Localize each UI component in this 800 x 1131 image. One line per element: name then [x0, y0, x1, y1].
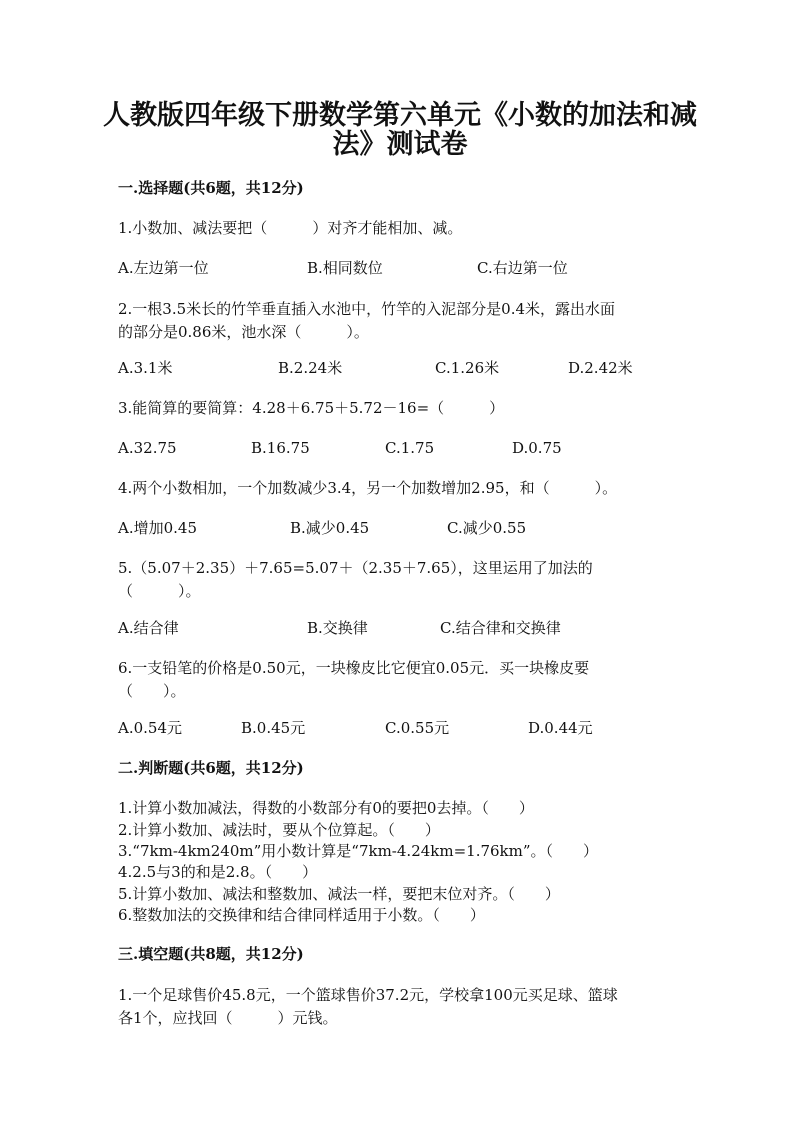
option: A.增加0.45 [118, 519, 197, 537]
question-text: 4.两个小数相加，一个加数减少3.4，另一个加数增加2.95，和（ ）。 [118, 479, 618, 497]
section-heading-fill: 三.填空题(共8题，共12分) [118, 945, 304, 963]
question-text: 1.一个足球售价45.8元，一个篮球售价37.2元，学校拿100元买足球、篮球 [118, 986, 618, 1004]
question-text: （ ）。 [118, 582, 201, 600]
option: A.3.1米 [118, 359, 173, 377]
option: A.左边第一位 [118, 259, 209, 277]
option: B.减少0.45 [290, 519, 370, 537]
judge-item: 6.整数加法的交换律和结合律同样适用于小数。（ ） [118, 906, 485, 924]
option: C.减少0.55 [447, 519, 527, 537]
question-text: 各1个，应找回（ ）元钱。 [118, 1009, 338, 1027]
question-text: （ ）。 [118, 682, 186, 700]
option: C.结合律和交换律 [440, 619, 561, 637]
judge-item: 4.2.5与3的和是2.8。（ ） [118, 863, 318, 881]
option: B.2.24米 [278, 359, 343, 377]
option: B.相同数位 [307, 259, 383, 277]
question-text: 1.小数加、减法要把（ ）对齐才能相加、减。 [118, 219, 463, 237]
question-text: 6.一支铅笔的价格是0.50元，一块橡皮比它便宜0.05元．买一块橡皮要 [118, 659, 590, 677]
page-title-line-1: 人教版四年级下册数学第六单元《小数的加法和减 [103, 100, 697, 131]
judge-item: 1.计算小数加减法，得数的小数部分有0的要把0去掉。（ ） [118, 799, 534, 817]
question-text: 5.（5.07＋2.35）＋7.65=5.07＋（2.35＋7.65），这里运用了加法的 [118, 559, 593, 577]
page-title-line-2: 法》测试卷 [332, 129, 468, 160]
judge-item: 2.计算小数加、减法时，要从个位算起。（ ） [118, 821, 440, 839]
option: D.0.75 [512, 439, 562, 457]
question-text: 2.一根3.5米长的竹竿垂直插入水池中，竹竿的入泥部分是0.4米，露出水面 [118, 300, 616, 318]
option: C.0.55元 [385, 719, 450, 737]
option: B.16.75 [251, 439, 310, 457]
question-text: 的部分是0.86米，池水深（ ）。 [118, 323, 369, 341]
option: A.结合律 [118, 619, 179, 637]
question-text: 3.能简算的要简算：4.28＋6.75＋5.72－16=（ ） [118, 399, 505, 417]
option: D.2.42米 [568, 359, 633, 377]
option: C.1.26米 [435, 359, 500, 377]
option: D.0.44元 [528, 719, 593, 737]
section-heading-choice: 一.选择题(共6题，共12分) [118, 179, 304, 197]
option: B.0.45元 [241, 719, 306, 737]
section-heading-judge: 二.判断题(共6题，共12分) [118, 759, 304, 777]
option: A.0.54元 [118, 719, 182, 737]
option: A.32.75 [118, 439, 177, 457]
option: C.右边第一位 [477, 259, 568, 277]
option: C.1.75 [385, 439, 435, 457]
judge-item: 5.计算小数加、减法和整数加、减法一样，要把末位对齐。（ ） [118, 885, 560, 903]
judge-item: 3.“7km-4km240m”用小数计算是“7km-4.24km=1.76km”。（ ） [118, 842, 599, 860]
option: B.交换律 [307, 619, 368, 637]
